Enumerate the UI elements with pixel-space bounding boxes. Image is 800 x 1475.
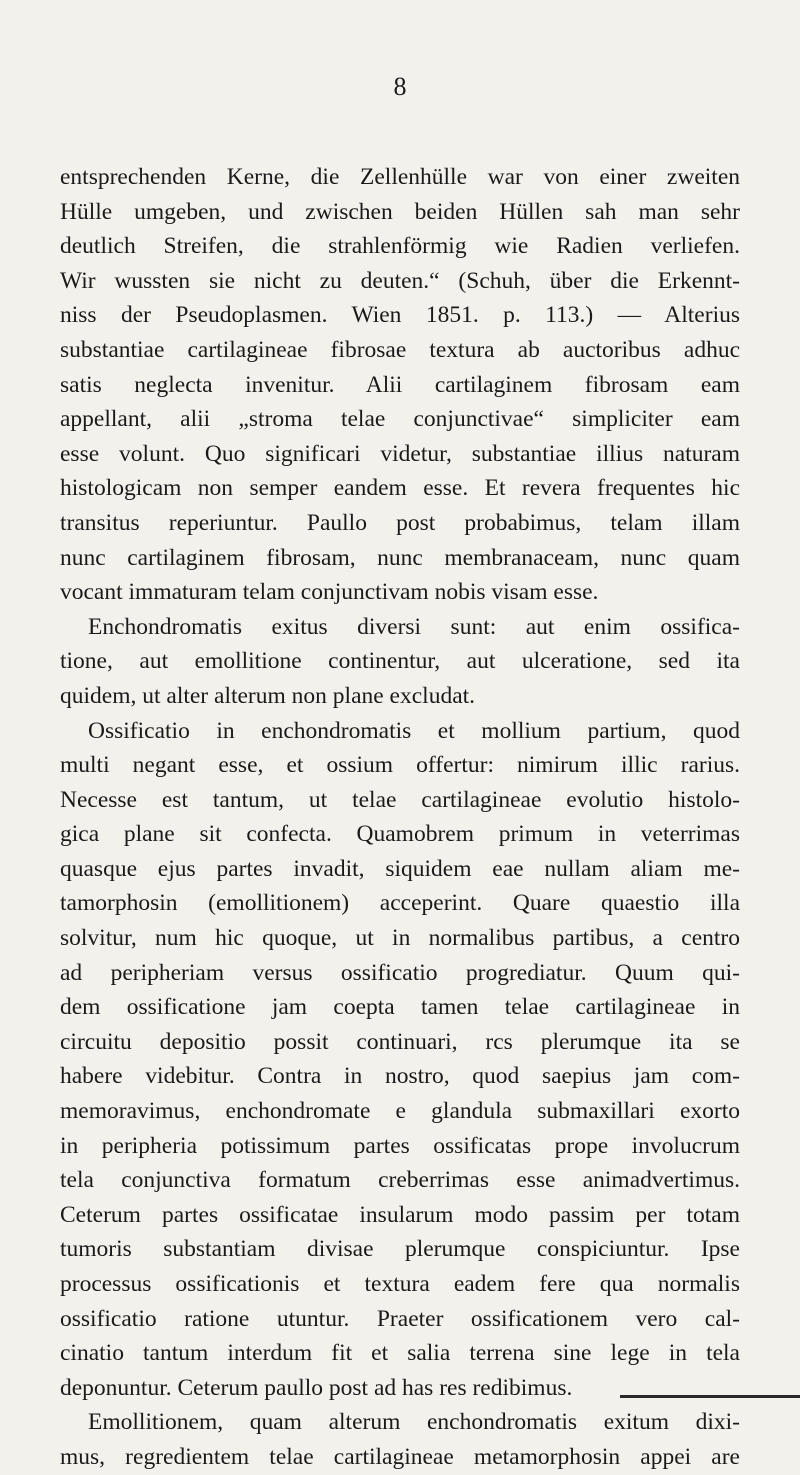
text-line: in peripheria potissimum partes ossificatas prope involucrum (60, 1132, 740, 1159)
text-line: Emollitionem, quam alterum enchondromatis exitum dixi- (88, 1409, 740, 1436)
text-line: quasque ejus partes invadit, siquidem eae nullam aliam me- (60, 855, 740, 882)
text-line: tela conjunctiva formatum creberrimas esse animadvertimus. (60, 1167, 740, 1194)
text-line: entsprechenden Kerne, die Zellenhülle war von einer zweiten (60, 164, 740, 190)
text-line: Ceterum partes ossificatae insularum modo passim per totam (60, 1201, 740, 1228)
text-line: transitus reperiuntur. Paullo post probabimus, telam illam (60, 509, 740, 536)
text-line: processus ossificationis et textura eadem fere qua normalis (60, 1271, 740, 1297)
text-line: tumoris substantiam divisae plerumque conspiciuntur. Ipse (60, 1236, 740, 1263)
text-line: multi negant esse, et ossium offertur: nimirum illic rarius. (60, 752, 740, 779)
text-line: tione, aut emollitione continentur, aut ulceratione, sed ita (60, 648, 740, 675)
text-line: appellant, alii „stroma telae conjunctivae“ simpliciter eam (60, 406, 740, 433)
text-line: Wir wussten sie nicht zu deuten.“ (Schuh, über die Erkennt- (60, 267, 740, 294)
text-line: histologicam non semper eandem esse. Et revera frequentes hic (60, 475, 740, 502)
text-line: deponuntur. Ceterum paullo post ad has res redibimus. (60, 1374, 573, 1401)
text-line: ad peripheriam versus ossificatio progrediatur. Quum qui- (60, 959, 740, 986)
text-line: memoravimus, enchondromate e glandula submaxillari exorto (60, 1098, 740, 1125)
text-line: ossificatio ratione utuntur. Praeter ossificationem vero cal- (60, 1305, 740, 1332)
bottom-rule (620, 1395, 800, 1398)
text-line: habere videbitur. Contra in nostro, quod saepius jam com- (60, 1063, 740, 1090)
text-line: mus, regredientem telae cartilagineae metamorphosin appei are (60, 1443, 740, 1470)
text-line: niss der Pseudoplasmen. Wien 1851. p. 113.) — Alterius (60, 302, 740, 329)
text-line: circuitu depositio possit continuari, rcs plerumque ita se (60, 1028, 740, 1055)
text-line: Ossificatio in enchondromatis et mollium partium, quod (88, 717, 740, 744)
text-line: nunc cartilaginem fibrosam, nunc membranaceam, nunc quam (60, 544, 740, 571)
text-line: satis neglecta invenitur. Alii cartilaginem fibrosam eam (60, 371, 740, 398)
text-line: solvitur, num hic quoque, ut in normalibus partibus, a centro (60, 925, 740, 952)
text-line: Necesse est tantum, ut telae cartilagineae evolutio histolo- (60, 786, 740, 813)
text-line: Enchondromatis exitus diversi sunt: aut enim ossifica- (88, 613, 740, 640)
body-text (60, 160, 740, 1475)
text-line: quidem, ut alter alterum non plane excludat. (60, 682, 476, 709)
text-line: gica plane sit confecta. Quamobrem primum in veterrimas (60, 821, 740, 848)
text-line: dem ossificatione jam coepta tamen telae cartilagineae in (60, 994, 740, 1021)
text-line: esse volunt. Quo significari videtur, substantiae illius naturam (60, 440, 740, 467)
text-line: deutlich Streifen, die strahlenförmig wie Radien verliefen. (60, 233, 740, 260)
text-line: vocant immaturam telam conjunctivam nobis visam esse. (60, 579, 599, 606)
text-line: Hülle umgeben, und zwischen beiden Hüllen sah man sehr (60, 198, 740, 225)
text-line: tamorphosin (emollitionem) acceperint. Quare quaestio illa (60, 890, 740, 917)
text-line: substantiae cartilagineae fibrosae textura ab auctoribus adhuc (60, 336, 740, 363)
page-number: 8 (393, 72, 407, 101)
text-line: cinatio tantum interdum fit et salia terrena sine lege in tela (60, 1340, 740, 1367)
